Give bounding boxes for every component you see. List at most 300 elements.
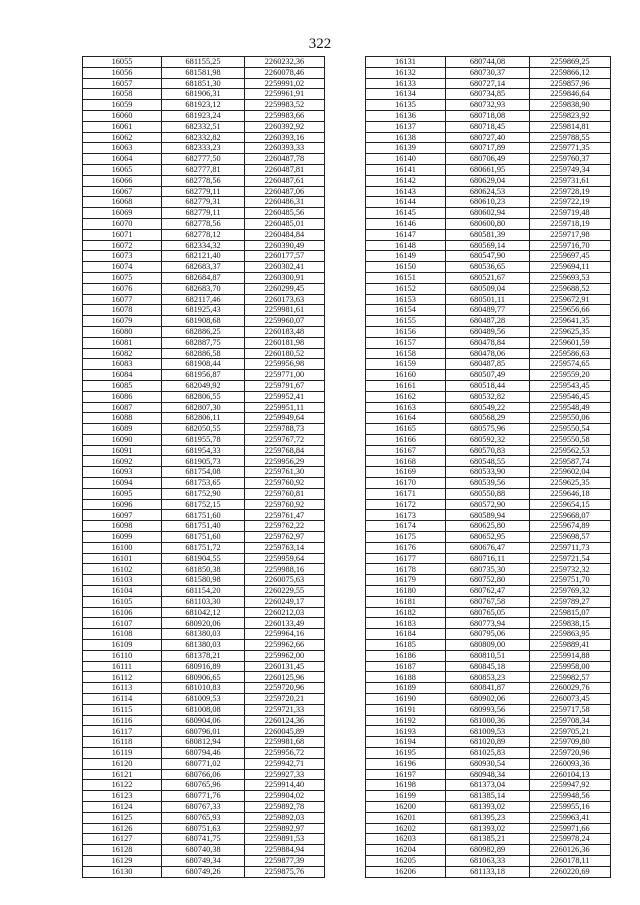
- point-number-cell: 16206: [366, 866, 446, 877]
- y-coordinate-cell: 2259641,35: [530, 316, 611, 327]
- table-row: [83, 380, 325, 391]
- y-coordinate-cell: 2259789,27: [530, 596, 611, 607]
- y-coordinate-cell: 2259963,41: [530, 812, 611, 823]
- table-row: [83, 542, 325, 553]
- x-coordinate-cell: 681923,24: [162, 110, 245, 121]
- x-coordinate-cell: 680744,08: [446, 57, 530, 68]
- table-row: [366, 445, 611, 456]
- y-coordinate-cell: 2260300,91: [245, 272, 325, 283]
- y-coordinate-cell: 2259956,72: [245, 748, 325, 759]
- table-row: [366, 197, 611, 208]
- table-row: [366, 272, 611, 283]
- point-number-cell: 16156: [366, 326, 446, 337]
- x-coordinate-cell: 681851,30: [162, 78, 245, 89]
- point-number-cell: 16113: [83, 683, 162, 694]
- point-number-cell: 16184: [366, 629, 446, 640]
- x-coordinate-cell: 681905,73: [162, 456, 245, 467]
- x-coordinate-cell: 680536,65: [446, 262, 530, 273]
- y-coordinate-cell: 2259586,63: [530, 348, 611, 359]
- x-coordinate-cell: 680489,77: [446, 305, 530, 316]
- table-row: [83, 683, 325, 694]
- table-row: [83, 812, 325, 823]
- table-row: [366, 143, 611, 154]
- point-number-cell: 16194: [366, 737, 446, 748]
- x-coordinate-cell: 680532,82: [446, 391, 530, 402]
- table-row: [366, 283, 611, 294]
- point-number-cell: 16133: [366, 78, 446, 89]
- point-number-cell: 16124: [83, 801, 162, 812]
- x-coordinate-cell: 680930,54: [446, 758, 530, 769]
- y-coordinate-cell: 2259646,18: [530, 488, 611, 499]
- point-number-cell: 16116: [83, 715, 162, 726]
- table-row: [83, 672, 325, 683]
- x-coordinate-cell: 680718,45: [446, 121, 530, 132]
- y-coordinate-cell: 2260484,84: [245, 229, 325, 240]
- y-coordinate-cell: 2260075,63: [245, 575, 325, 586]
- y-coordinate-cell: 2259983,52: [245, 100, 325, 111]
- point-number-cell: 16064: [83, 154, 162, 165]
- y-coordinate-cell: 2259981,68: [245, 737, 325, 748]
- table-row: [83, 596, 325, 607]
- y-coordinate-cell: 2259672,91: [530, 294, 611, 305]
- point-number-cell: 16123: [83, 791, 162, 802]
- y-coordinate-cell: 2259711,73: [530, 542, 611, 553]
- point-number-cell: 16177: [366, 553, 446, 564]
- coordinates-table-left: [82, 56, 325, 878]
- table-row: [83, 143, 325, 154]
- x-coordinate-cell: 680906,65: [162, 672, 245, 683]
- y-coordinate-cell: 2260212,03: [245, 607, 325, 618]
- x-coordinate-cell: 680518,44: [446, 380, 530, 391]
- x-coordinate-cell: 680920,06: [162, 618, 245, 629]
- table-row: [366, 510, 611, 521]
- table-row: [366, 175, 611, 186]
- x-coordinate-cell: 680845,18: [446, 661, 530, 672]
- y-coordinate-cell: 2260229,55: [245, 586, 325, 597]
- x-coordinate-cell: 680767,33: [162, 801, 245, 812]
- table-row: [366, 478, 611, 489]
- y-coordinate-cell: 2259719,48: [530, 208, 611, 219]
- y-coordinate-cell: 2260392,92: [245, 121, 325, 132]
- x-coordinate-cell: 681906,31: [162, 89, 245, 100]
- table-row: [83, 154, 325, 165]
- point-number-cell: 16166: [366, 434, 446, 445]
- point-number-cell: 16056: [83, 67, 162, 78]
- point-number-cell: 16203: [366, 834, 446, 845]
- point-number-cell: 16111: [83, 661, 162, 672]
- y-coordinate-cell: 2260487,81: [245, 164, 325, 175]
- x-coordinate-cell: 680549,22: [446, 402, 530, 413]
- y-coordinate-cell: 2259716,70: [530, 240, 611, 251]
- x-coordinate-cell: 680624,53: [446, 186, 530, 197]
- table-row: [366, 413, 611, 424]
- x-coordinate-cell: 682778,56: [162, 218, 245, 229]
- x-coordinate-cell: 680762,47: [446, 586, 530, 597]
- table-row: [83, 618, 325, 629]
- point-number-cell: 16091: [83, 445, 162, 456]
- x-coordinate-cell: 682334,32: [162, 240, 245, 251]
- y-coordinate-cell: 2259788,73: [245, 424, 325, 435]
- x-coordinate-cell: 680751,63: [162, 823, 245, 834]
- y-coordinate-cell: 2259951,11: [245, 402, 325, 413]
- table-row: [83, 413, 325, 424]
- x-coordinate-cell: 680602,94: [446, 208, 530, 219]
- y-coordinate-cell: 2259548,49: [530, 402, 611, 413]
- y-coordinate-cell: 2259884,94: [245, 845, 325, 856]
- x-coordinate-cell: 680487,85: [446, 359, 530, 370]
- x-coordinate-cell: 680592,32: [446, 434, 530, 445]
- y-coordinate-cell: 2259914,40: [245, 780, 325, 791]
- point-number-cell: 16118: [83, 737, 162, 748]
- x-coordinate-cell: 682806,55: [162, 391, 245, 402]
- table-row: [366, 607, 611, 618]
- table-row: [366, 694, 611, 705]
- table-row: [366, 791, 611, 802]
- table-row: [366, 78, 611, 89]
- table-row: [366, 348, 611, 359]
- x-coordinate-cell: 680730,37: [446, 67, 530, 78]
- x-coordinate-cell: 680904,06: [162, 715, 245, 726]
- table-row: [366, 834, 611, 845]
- x-coordinate-cell: 681063,33: [446, 855, 530, 866]
- y-coordinate-cell: 2259694,11: [530, 262, 611, 273]
- table-row: [366, 251, 611, 262]
- y-coordinate-cell: 2259574,65: [530, 359, 611, 370]
- table-row: [366, 488, 611, 499]
- table-row: [83, 424, 325, 435]
- point-number-cell: 16163: [366, 402, 446, 413]
- point-number-cell: 16176: [366, 542, 446, 553]
- y-coordinate-cell: 2260133,49: [245, 618, 325, 629]
- point-number-cell: 16083: [83, 359, 162, 370]
- point-number-cell: 16099: [83, 532, 162, 543]
- point-number-cell: 16186: [366, 650, 446, 661]
- x-coordinate-cell: 681380,03: [162, 640, 245, 651]
- y-coordinate-cell: 2259587,74: [530, 456, 611, 467]
- y-coordinate-cell: 2259688,52: [530, 283, 611, 294]
- table-row: [366, 823, 611, 834]
- table-row: [83, 402, 325, 413]
- y-coordinate-cell: 2259914,88: [530, 650, 611, 661]
- x-coordinate-cell: 680625,80: [446, 521, 530, 532]
- y-coordinate-cell: 2260126,36: [530, 845, 611, 856]
- table-row: [366, 121, 611, 132]
- y-coordinate-cell: 2259960,07: [245, 316, 325, 327]
- x-coordinate-cell: 681908,68: [162, 316, 245, 327]
- y-coordinate-cell: 2259869,25: [530, 57, 611, 68]
- point-number-cell: 16066: [83, 175, 162, 186]
- x-coordinate-cell: 680716,11: [446, 553, 530, 564]
- y-coordinate-cell: 2259550,06: [530, 413, 611, 424]
- table-row: [83, 229, 325, 240]
- page-number: 322: [308, 36, 332, 52]
- x-coordinate-cell: 681752,90: [162, 488, 245, 499]
- x-coordinate-cell: 681908,44: [162, 359, 245, 370]
- table-row: [366, 596, 611, 607]
- y-coordinate-cell: 2259718,19: [530, 218, 611, 229]
- table-row: [366, 100, 611, 111]
- x-coordinate-cell: 680478,84: [446, 337, 530, 348]
- table-row: [83, 499, 325, 510]
- table-row: [83, 240, 325, 251]
- y-coordinate-cell: 2259602,04: [530, 467, 611, 478]
- point-number-cell: 16097: [83, 510, 162, 521]
- x-coordinate-cell: 680948,34: [446, 769, 530, 780]
- x-coordinate-cell: 681393,02: [446, 823, 530, 834]
- point-number-cell: 16109: [83, 640, 162, 651]
- x-coordinate-cell: 682777,50: [162, 154, 245, 165]
- table-row: [83, 553, 325, 564]
- y-coordinate-cell: 2260093,36: [530, 758, 611, 769]
- y-coordinate-cell: 2259763,14: [245, 542, 325, 553]
- x-coordinate-cell: 680796,01: [162, 726, 245, 737]
- x-coordinate-cell: 680727,40: [446, 132, 530, 143]
- table-row: [366, 661, 611, 672]
- y-coordinate-cell: 2259952,41: [245, 391, 325, 402]
- y-coordinate-cell: 2259863,95: [530, 629, 611, 640]
- table-row: [83, 186, 325, 197]
- table-row: [366, 650, 611, 661]
- table-row: [366, 737, 611, 748]
- point-number-cell: 16102: [83, 564, 162, 575]
- x-coordinate-cell: 681923,12: [162, 100, 245, 111]
- table-row: [83, 208, 325, 219]
- table-row: [83, 89, 325, 100]
- point-number-cell: 16136: [366, 110, 446, 121]
- x-coordinate-cell: 682886,25: [162, 326, 245, 337]
- x-coordinate-cell: 682117,46: [162, 294, 245, 305]
- table-row: [366, 726, 611, 737]
- x-coordinate-cell: 680765,05: [446, 607, 530, 618]
- y-coordinate-cell: 2260183,48: [245, 326, 325, 337]
- y-coordinate-cell: 2259654,15: [530, 499, 611, 510]
- point-number-cell: 16127: [83, 834, 162, 845]
- y-coordinate-cell: 2259991,02: [245, 78, 325, 89]
- table-row: [83, 640, 325, 651]
- point-number-cell: 16121: [83, 769, 162, 780]
- point-number-cell: 16088: [83, 413, 162, 424]
- table-row: [83, 283, 325, 294]
- point-number-cell: 16130: [83, 866, 162, 877]
- x-coordinate-cell: 681020,89: [446, 737, 530, 748]
- table-row: [366, 812, 611, 823]
- y-coordinate-cell: 2259971,66: [530, 823, 611, 834]
- y-coordinate-cell: 2260232,36: [245, 57, 325, 68]
- point-number-cell: 16188: [366, 672, 446, 683]
- x-coordinate-cell: 680982,89: [446, 845, 530, 856]
- x-coordinate-cell: 681751,72: [162, 542, 245, 553]
- table-row: [366, 186, 611, 197]
- point-number-cell: 16069: [83, 208, 162, 219]
- x-coordinate-cell: 680810,51: [446, 650, 530, 661]
- y-coordinate-cell: 2260045,89: [245, 726, 325, 737]
- table-row: [83, 629, 325, 640]
- point-number-cell: 16183: [366, 618, 446, 629]
- y-coordinate-cell: 2260487,06: [245, 186, 325, 197]
- table-row: [83, 370, 325, 381]
- x-coordinate-cell: 681008,08: [162, 704, 245, 715]
- table-row: [366, 434, 611, 445]
- point-number-cell: 16182: [366, 607, 446, 618]
- table-row: [366, 866, 611, 877]
- y-coordinate-cell: 2259697,45: [530, 251, 611, 262]
- x-coordinate-cell: 681042,12: [162, 607, 245, 618]
- x-coordinate-cell: 681385,21: [446, 834, 530, 845]
- table-row: [366, 326, 611, 337]
- point-number-cell: 16151: [366, 272, 446, 283]
- point-number-cell: 16149: [366, 251, 446, 262]
- x-coordinate-cell: 682683,70: [162, 283, 245, 294]
- y-coordinate-cell: 2259722,19: [530, 197, 611, 208]
- table-row: [366, 564, 611, 575]
- y-coordinate-cell: 2259788,55: [530, 132, 611, 143]
- table-row: [83, 769, 325, 780]
- table-row: [83, 359, 325, 370]
- table-row: [366, 240, 611, 251]
- point-number-cell: 16104: [83, 586, 162, 597]
- table-row: [83, 694, 325, 705]
- point-number-cell: 16134: [366, 89, 446, 100]
- y-coordinate-cell: 2259760,92: [245, 478, 325, 489]
- table-row: [83, 845, 325, 856]
- y-coordinate-cell: 2259981,61: [245, 305, 325, 316]
- point-number-cell: 16179: [366, 575, 446, 586]
- y-coordinate-cell: 2260487,61: [245, 175, 325, 186]
- x-coordinate-cell: 682333,23: [162, 143, 245, 154]
- point-number-cell: 16089: [83, 424, 162, 435]
- y-coordinate-cell: 2260249,17: [245, 596, 325, 607]
- table-row: [366, 672, 611, 683]
- y-coordinate-cell: 2260073,45: [530, 694, 611, 705]
- table-row: [366, 164, 611, 175]
- table-row: [83, 521, 325, 532]
- point-number-cell: 16080: [83, 326, 162, 337]
- point-number-cell: 16077: [83, 294, 162, 305]
- table-row: [83, 326, 325, 337]
- table-row: [83, 478, 325, 489]
- x-coordinate-cell: 681395,23: [446, 812, 530, 823]
- y-coordinate-cell: 2259891,53: [245, 834, 325, 845]
- point-number-cell: 16162: [366, 391, 446, 402]
- table-row: [83, 726, 325, 737]
- x-coordinate-cell: 682779,11: [162, 208, 245, 219]
- table-row: [83, 704, 325, 715]
- y-coordinate-cell: 2259728,19: [530, 186, 611, 197]
- table-row: [83, 758, 325, 769]
- x-coordinate-cell: 680749,26: [162, 866, 245, 877]
- y-coordinate-cell: 2259948,56: [530, 791, 611, 802]
- y-coordinate-cell: 2260173,63: [245, 294, 325, 305]
- table-row: [83, 251, 325, 262]
- table-row: [366, 748, 611, 759]
- x-coordinate-cell: 680661,95: [446, 164, 530, 175]
- table-row: [83, 272, 325, 283]
- x-coordinate-cell: 680489,56: [446, 326, 530, 337]
- y-coordinate-cell: 2259956,98: [245, 359, 325, 370]
- x-coordinate-cell: 680993,56: [446, 704, 530, 715]
- x-coordinate-cell: 680575,96: [446, 424, 530, 435]
- y-coordinate-cell: 2259720,21: [245, 694, 325, 705]
- x-coordinate-cell: 680676,47: [446, 542, 530, 553]
- table-row: [83, 737, 325, 748]
- y-coordinate-cell: 2259955,16: [530, 801, 611, 812]
- x-coordinate-cell: 680521,67: [446, 272, 530, 283]
- y-coordinate-cell: 2259749,34: [530, 164, 611, 175]
- table-row: [83, 348, 325, 359]
- table-row: [83, 337, 325, 348]
- y-coordinate-cell: 2260178,11: [530, 855, 611, 866]
- y-coordinate-cell: 2259927,33: [245, 769, 325, 780]
- x-coordinate-cell: 680795,06: [446, 629, 530, 640]
- point-number-cell: 16135: [366, 100, 446, 111]
- x-coordinate-cell: 680507,49: [446, 370, 530, 381]
- x-coordinate-cell: 682779,11: [162, 186, 245, 197]
- point-number-cell: 16098: [83, 521, 162, 532]
- y-coordinate-cell: 2259814,81: [530, 121, 611, 132]
- table-row: [83, 823, 325, 834]
- y-coordinate-cell: 2259761,30: [245, 467, 325, 478]
- point-number-cell: 16074: [83, 262, 162, 273]
- point-number-cell: 16141: [366, 164, 446, 175]
- point-number-cell: 16084: [83, 370, 162, 381]
- point-number-cell: 16062: [83, 132, 162, 143]
- x-coordinate-cell: 682684,87: [162, 272, 245, 283]
- table-row: [83, 57, 325, 68]
- x-coordinate-cell: 681904,55: [162, 553, 245, 564]
- point-number-cell: 16201: [366, 812, 446, 823]
- x-coordinate-cell: 681378,21: [162, 650, 245, 661]
- point-number-cell: 16106: [83, 607, 162, 618]
- table-row: [366, 521, 611, 532]
- x-coordinate-cell: 680547,90: [446, 251, 530, 262]
- table-row: [366, 305, 611, 316]
- point-number-cell: 16131: [366, 57, 446, 68]
- table-row: [366, 370, 611, 381]
- point-number-cell: 16070: [83, 218, 162, 229]
- table-row: [366, 532, 611, 543]
- table-row: [83, 218, 325, 229]
- x-coordinate-cell: 681955,78: [162, 434, 245, 445]
- y-coordinate-cell: 2259892,78: [245, 801, 325, 812]
- x-coordinate-cell: 680727,14: [446, 78, 530, 89]
- x-coordinate-cell: 681752,15: [162, 499, 245, 510]
- table-row: [83, 445, 325, 456]
- table-row: [366, 67, 611, 78]
- table-row: [83, 132, 325, 143]
- table-row: [366, 467, 611, 478]
- table-row: [83, 294, 325, 305]
- x-coordinate-cell: 682807,30: [162, 402, 245, 413]
- x-coordinate-cell: 681009,53: [446, 726, 530, 737]
- point-number-cell: 16063: [83, 143, 162, 154]
- y-coordinate-cell: 2259601,59: [530, 337, 611, 348]
- point-number-cell: 16067: [83, 186, 162, 197]
- y-coordinate-cell: 2260485,01: [245, 218, 325, 229]
- y-coordinate-cell: 2260302,41: [245, 262, 325, 273]
- table-row: [366, 715, 611, 726]
- point-number-cell: 16191: [366, 704, 446, 715]
- point-number-cell: 16180: [366, 586, 446, 597]
- y-coordinate-cell: 2259875,76: [245, 866, 325, 877]
- y-coordinate-cell: 2260393,33: [245, 143, 325, 154]
- point-number-cell: 16087: [83, 402, 162, 413]
- y-coordinate-cell: 2260220,69: [530, 866, 611, 877]
- y-coordinate-cell: 2260299,45: [245, 283, 325, 294]
- table-row: [83, 316, 325, 327]
- x-coordinate-cell: 681385,14: [446, 791, 530, 802]
- table-row: [366, 542, 611, 553]
- point-number-cell: 16068: [83, 197, 162, 208]
